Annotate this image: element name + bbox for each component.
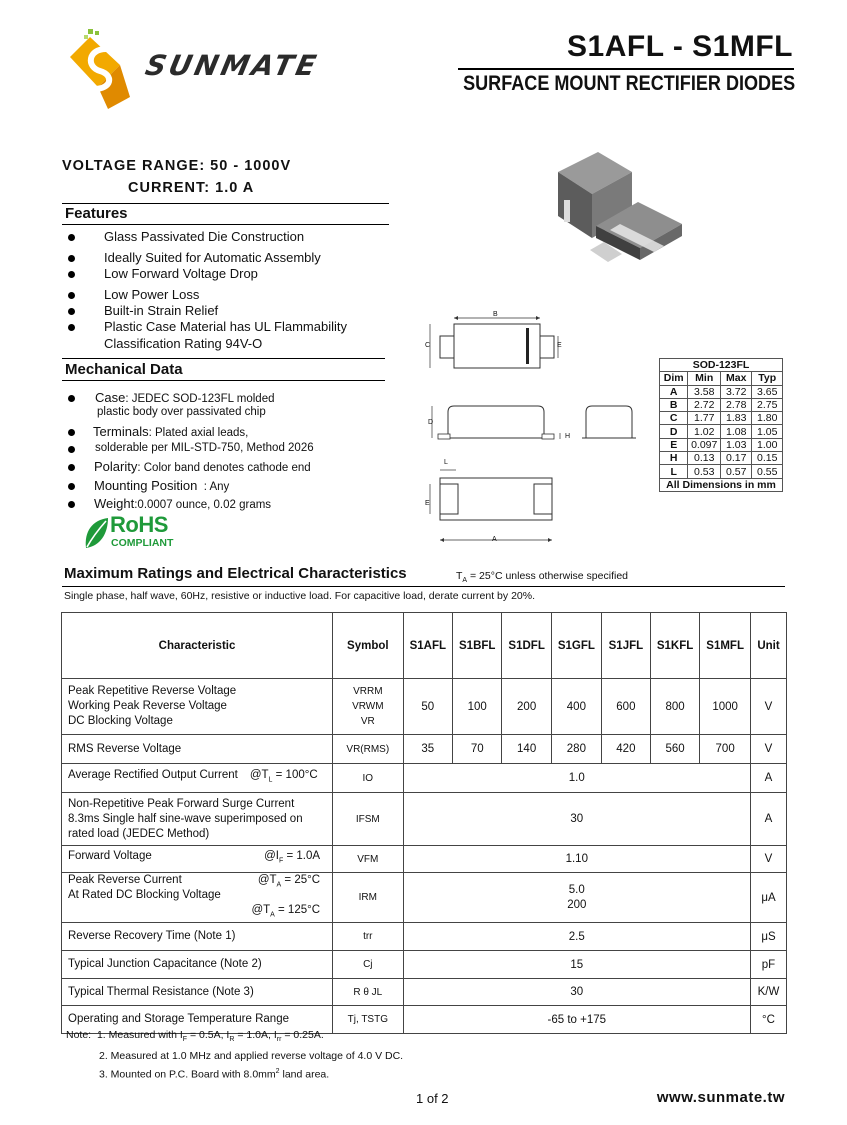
features-list: [66, 229, 347, 352]
mechanical-rule-bottom: [62, 380, 385, 381]
table-row: RMS Reverse Voltage VR(RMS) 35 70 140 280 420 560 700 V: [62, 735, 787, 764]
table-row: E 0.097 1.03 1.00: [660, 438, 783, 451]
table-header: Max: [720, 372, 752, 385]
rohs-sub: COMPLIANT: [111, 537, 174, 549]
ratings-note: Single phase, half wave, 60Hz, resistive or inductive load. For capacitive load, derate current by 20%.: [64, 590, 535, 602]
table-header: Dim: [660, 372, 688, 385]
table-header: S1DFL: [502, 613, 551, 679]
table-header: Min: [688, 372, 721, 385]
list-item: Low Forward Voltage Drop: [66, 266, 347, 282]
weight-row: [94, 496, 271, 511]
table-row: L 0.53 0.57 0.55: [660, 465, 783, 478]
table-header: S1AFL: [403, 613, 452, 679]
table-row: Reverse Recovery Time (Note 1) trr 2.5 μS: [62, 923, 787, 951]
table-row: [62, 613, 787, 679]
end-view-drawing: [580, 402, 640, 442]
terminals-value: : Plated axial leads,: [148, 427, 249, 439]
logo-mark-icon: [58, 27, 148, 117]
table-row: H 0.13 0.17 0.15: [660, 452, 783, 465]
dim-label-e2: E: [425, 500, 430, 507]
company-logo: [58, 27, 328, 117]
list-item: Ideally Suited for Automatic Assembly: [66, 250, 347, 266]
note-3: 3. Mounted on P.C. Board with $8.0mm^2$ land area.: [99, 1068, 330, 1081]
list-item: Low Power Loss: [66, 287, 347, 303]
table-row: Non-Repetitive Peak Forward Surge Current 8.3ms Single half sine-wave superimposed on rated load (JEDEC Method) IFSM 30 A: [62, 793, 787, 846]
table-row: B 2.72 2.78 2.75: [660, 398, 783, 411]
mounting-row: [94, 478, 229, 493]
terminals-row: [93, 424, 248, 439]
dim-label-a: A: [492, 536, 497, 543]
voltage-range: VOLTAGE RANGE: 50 - 1000V: [62, 158, 292, 174]
table-row: Peak Reverse Current $@T_A = 25^\circ C$ At Rated DC Blocking Voltage $@T_A = 125^\circ C$ IRM 5.0 200 μA: [62, 873, 787, 923]
features-rule-top: [62, 203, 389, 204]
page-number: 1 of 2: [416, 1091, 449, 1106]
dimensions-footer: All Dimensions in mm: [660, 478, 783, 491]
note-2: 2. Measured at 1.0 MHz and applied reverse voltage of 4.0 V DC.: [99, 1050, 404, 1063]
bottom-view-drawing: [418, 462, 568, 547]
features-rule-bottom: [62, 224, 389, 225]
weight-value: :0.0007 ounce, 0.02 grams: [134, 499, 272, 511]
rohs-title: RoHS: [110, 512, 168, 537]
terminals-value-2: solderable per MIL-STD-750, Method 2026: [95, 442, 314, 454]
case-value-2: plastic body over passivated chip: [97, 406, 266, 418]
current-rating: CURRENT: 1.0 A: [128, 180, 255, 196]
package-name: SOD-123FL: [660, 359, 783, 372]
dimensions-table: [659, 358, 783, 492]
table-row: Typical Thermal Resistance (Note 3) R θ JL 30 K/W: [62, 979, 787, 1006]
ratings-heading: Maximum Ratings and Electrical Characteristics: [64, 565, 407, 582]
table-header: S1JFL: [601, 613, 650, 679]
polarity-value: : Color band denotes cathode end: [137, 462, 311, 474]
title-divider: [458, 68, 794, 70]
terminals-key: Terminals: [93, 424, 149, 439]
mechanical-heading: Mechanical Data: [65, 361, 183, 378]
case-row: [95, 390, 275, 405]
brand-name: SUNMATE: [142, 49, 322, 82]
mounting-value: : Any: [203, 481, 230, 493]
table-header: Unit: [750, 613, 786, 679]
list-item: Built-in Strain Relief: [66, 303, 347, 319]
table-row: Peak Repetitive Reverse Voltage Working Peak Reverse Voltage DC Blocking Voltage VRRM VRWM VR 50 100 200 400 600 800 1000 V: [62, 679, 787, 735]
polarity-row: [94, 459, 311, 474]
table-header: Characteristic: [62, 613, 333, 679]
table-header: S1BFL: [453, 613, 502, 679]
bullet-icon: [68, 395, 75, 402]
table-row: C 1.77 1.83 1.80: [660, 412, 783, 425]
mounting-key: Mounting Position: [94, 478, 198, 493]
table-row: Average Rectified Output Current $@T_L = 100^\circ C$ IO 1.0 A: [62, 764, 787, 793]
table-header: Symbol: [333, 613, 404, 679]
table-row: Forward Voltage $@I_F = 1.0A$ VFM 1.10 V: [62, 846, 787, 873]
table-header: S1MFL: [700, 613, 751, 679]
website-link[interactable]: www.sunmate.tw: [656, 1089, 785, 1106]
document-subtitle: SURFACE MOUNT RECTIFIER DIODES: [462, 72, 795, 95]
notes: [66, 1027, 403, 1083]
ratings-condition: $T_A = 25^\circ C$ unless otherwise specified: [456, 570, 629, 585]
polarity-key: Polarity: [94, 459, 138, 474]
case-value: : JEDEC SOD-123FL molded: [125, 393, 275, 405]
dim-label-d: D: [428, 419, 434, 426]
package-3d-illustration: [550, 150, 695, 270]
dim-label-c: C: [425, 342, 431, 349]
rohs-badge: [82, 514, 192, 550]
ratings-table: [61, 612, 787, 1034]
mechanical-rule-top: [62, 358, 385, 359]
dim-label-l: L: [444, 459, 448, 466]
list-item: Classification Rating 94V-O: [104, 336, 263, 351]
side-view-drawing: [418, 400, 571, 445]
features-heading: Features: [65, 205, 128, 222]
weight-key: Weight: [94, 496, 135, 511]
dim-label-h: H: [565, 433, 571, 440]
part-range-title: S1AFL - S1MFL: [567, 30, 793, 63]
leaf-icon: [82, 516, 110, 550]
table-header: Typ: [752, 372, 783, 385]
table-row: Typical Junction Capacitance (Note 2) Cj 15 pF: [62, 951, 787, 979]
list-item: Glass Passivated Die Construction: [66, 229, 347, 245]
top-view-drawing: [418, 310, 578, 375]
table-header: S1KFL: [650, 613, 699, 679]
bullet-icon: [68, 501, 75, 508]
bullet-icon: [68, 483, 75, 490]
list-item: Plastic Case Material has UL Flammability: [66, 319, 347, 335]
bullet-icon: [68, 464, 75, 471]
case-key: Case: [95, 390, 126, 405]
note-1: Note: 1. Measured with $I_F = 0.5A$, $I_R = 1.0A$, $I_{rr} = 0.25A$.: [66, 1029, 324, 1044]
table-header: S1GFL: [551, 613, 601, 679]
table-row: D 1.02 1.08 1.05: [660, 425, 783, 438]
ratings-rule: [62, 586, 785, 587]
table-row: A 3.58 3.72 3.65: [660, 385, 783, 398]
table-row: Operating and Storage Temperature Range Tj, TSTG -65 to +175 °C: [62, 1006, 787, 1034]
dim-label-e: E: [557, 342, 562, 349]
dim-label-b: B: [493, 311, 498, 318]
bullet-icon: [68, 429, 75, 436]
bullet-icon: [68, 446, 75, 453]
